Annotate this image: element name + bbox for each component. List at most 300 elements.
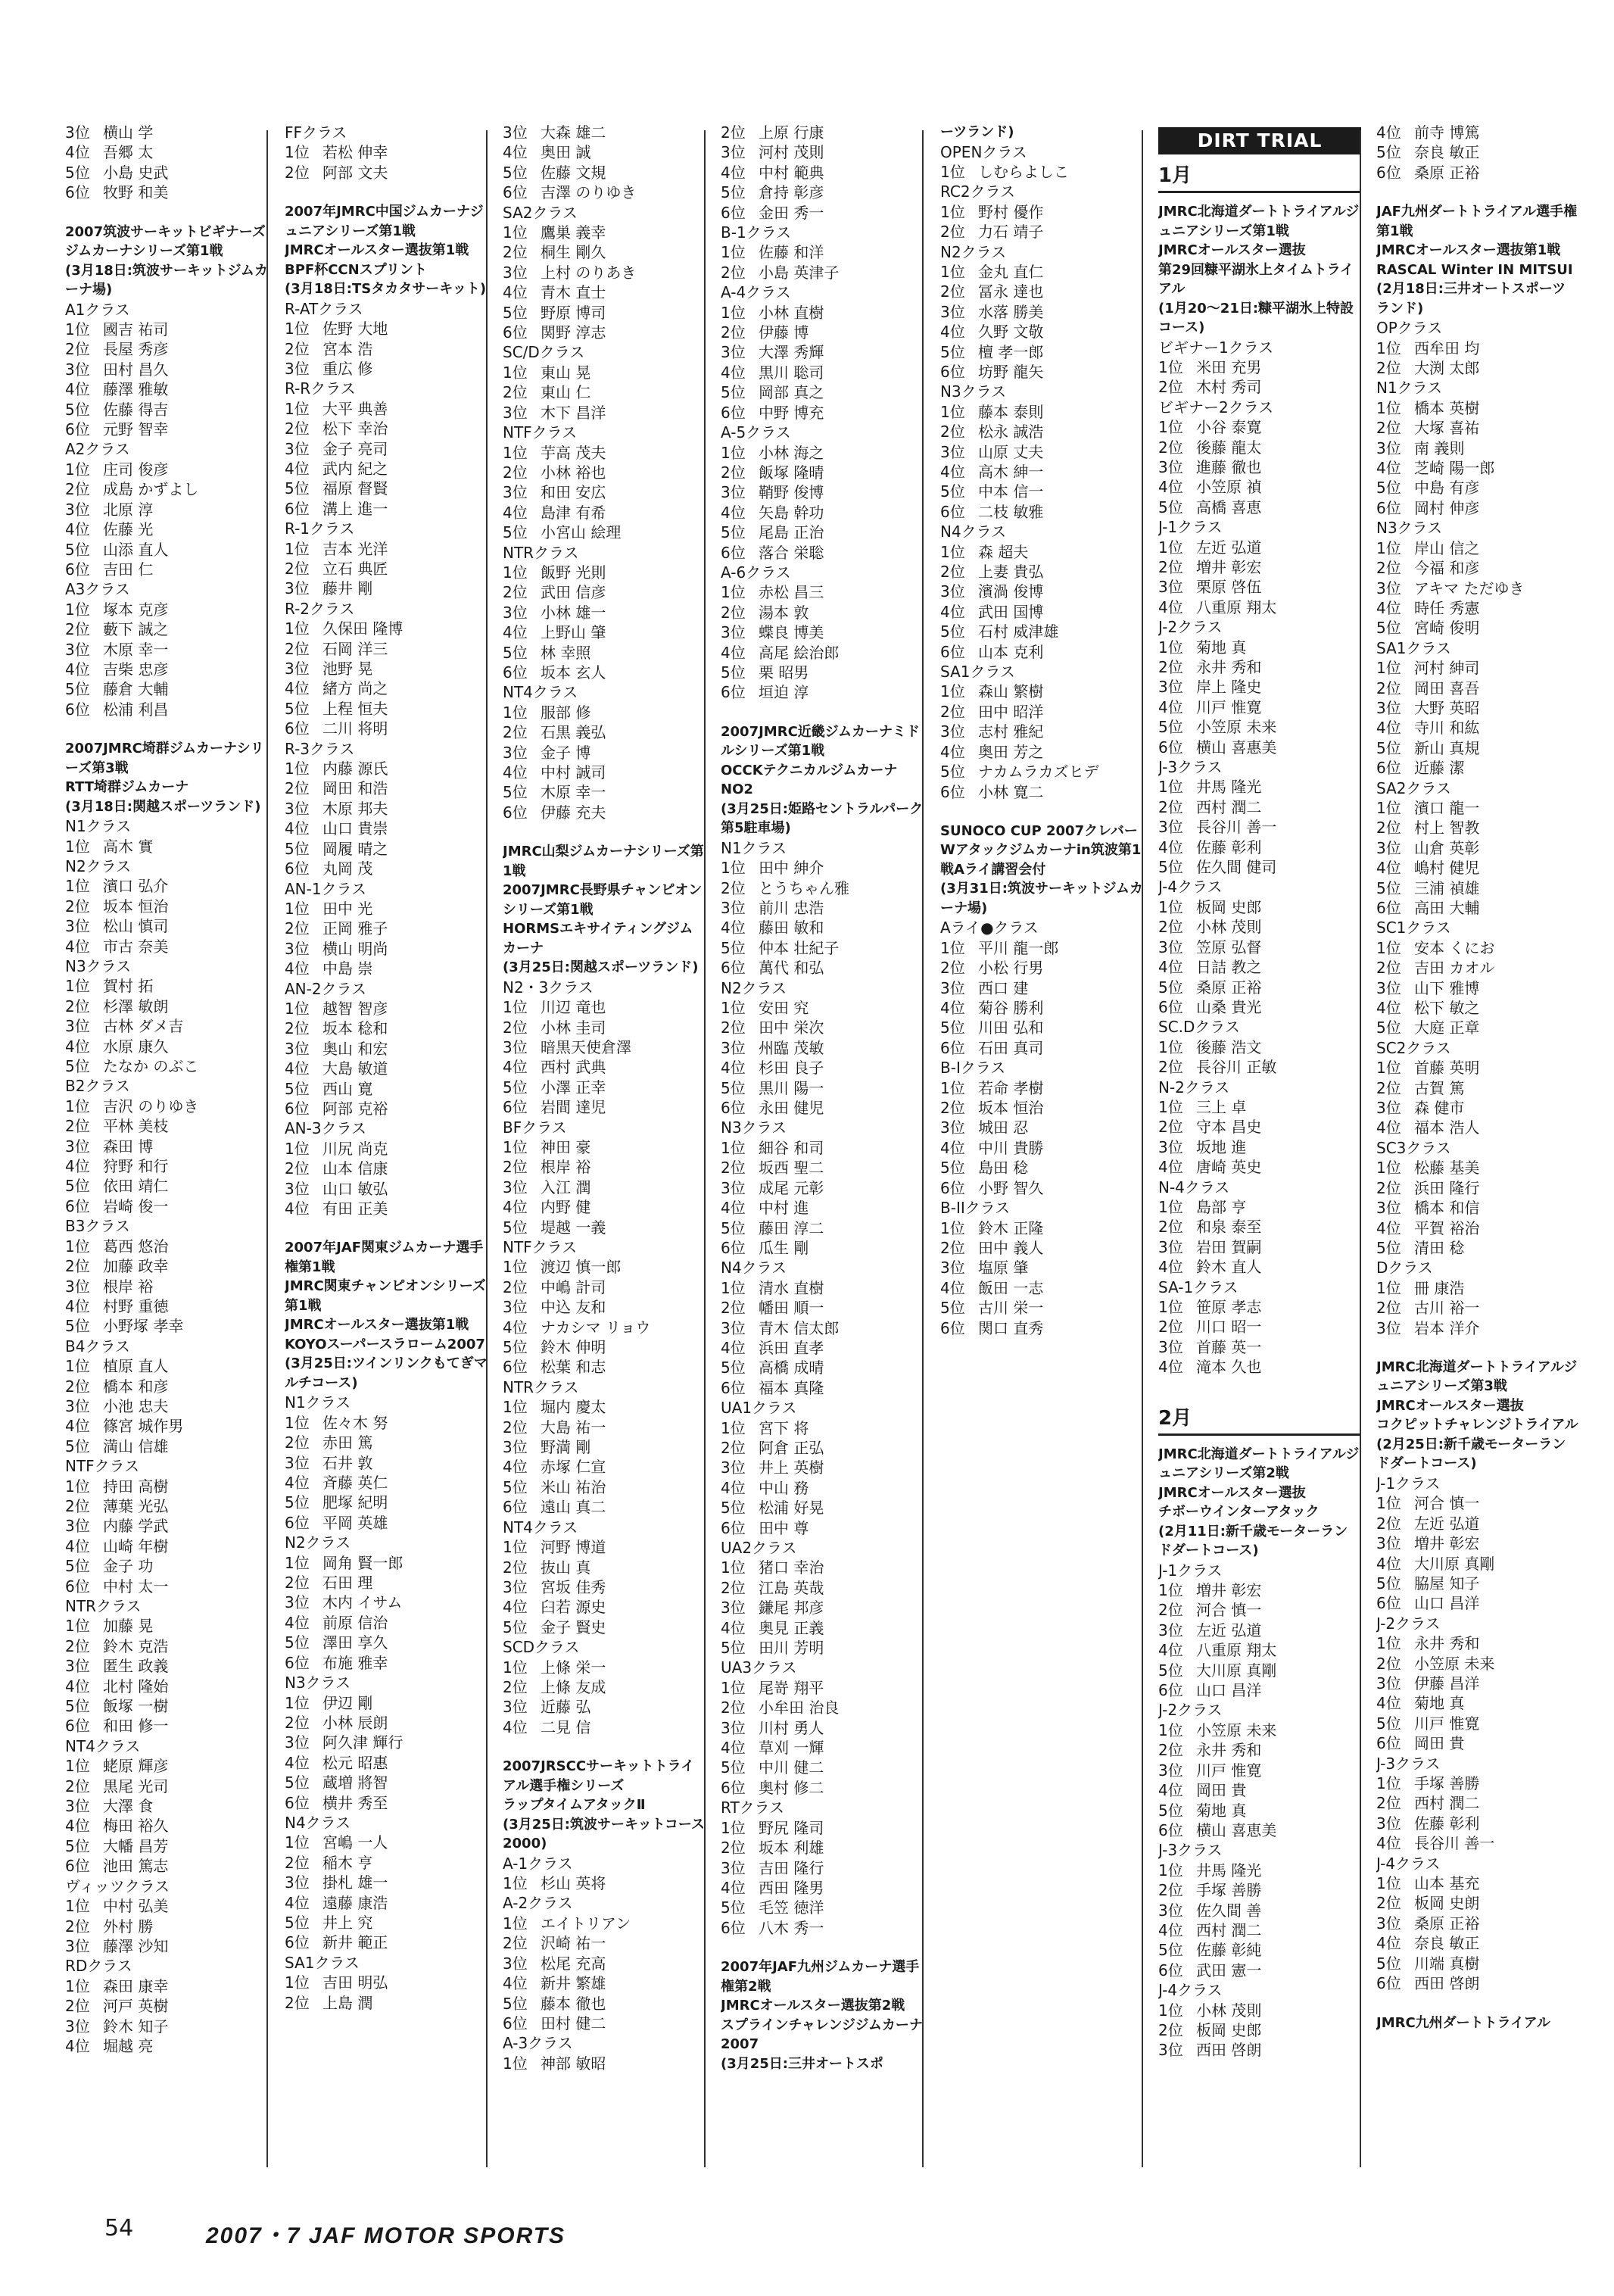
rank-label: 5位 (503, 1994, 528, 2013)
class-heading: A-6クラス (721, 563, 791, 582)
rank-label: 2位 (721, 323, 746, 342)
rank-label: 3位 (65, 123, 90, 142)
rank-label: 3位 (285, 1039, 310, 1058)
class-heading: SA-1クラス (1158, 1277, 1239, 1296)
driver-name: 中村 範典 (759, 163, 824, 182)
driver-name: 吉田 仁 (103, 560, 154, 579)
driver-name: 佐久間 善 (1196, 1901, 1262, 1920)
rank-label: 3位 (65, 1277, 90, 1296)
driver-name: 草刈 一輝 (759, 1739, 824, 1758)
driver-name: 神部 敏昭 (541, 2054, 606, 2073)
driver-name: 佐藤 彰利 (1196, 838, 1262, 856)
result-row (65, 460, 268, 479)
driver-name: 中山 務 (759, 1478, 809, 1497)
driver-name: 安田 究 (759, 999, 809, 1018)
driver-name: 大野 英昭 (1414, 698, 1480, 717)
driver-name: 木下 昌洋 (541, 403, 606, 422)
result-row (1158, 937, 1361, 957)
driver-name: 大森 雄二 (541, 123, 606, 142)
rank-label: 2位 (1158, 2020, 1183, 2039)
rank-label: 4位 (503, 283, 528, 302)
rank-label: 3位 (1158, 937, 1183, 956)
rank-label: 4位 (285, 459, 310, 478)
driver-name: 冨永 達也 (978, 282, 1044, 301)
driver-name: 越智 智彦 (322, 999, 388, 1018)
driver-name: 吉本 光洋 (322, 539, 388, 558)
driver-name: 長谷川 正敏 (1196, 1058, 1277, 1077)
result-row (1158, 1097, 1361, 1117)
rank-label: 2位 (1376, 1299, 1401, 1318)
rank-label: 4位 (1158, 1358, 1183, 1377)
driver-name: 伊藤 充夫 (541, 803, 606, 822)
rank-label: 4位 (721, 1199, 746, 1218)
rank-label: 4位 (1158, 838, 1183, 856)
driver-name: 上條 友成 (541, 1677, 606, 1696)
driver-name: 浜田 隆行 (1414, 1178, 1480, 1197)
rank-label: 1位 (940, 938, 965, 957)
driver-name: 沢崎 祐一 (541, 1934, 606, 1953)
result-row (1158, 797, 1361, 817)
result-row (285, 1853, 488, 1873)
result-row (503, 1477, 706, 1497)
result-row (285, 1473, 488, 1493)
driver-name: 島田 稔 (978, 1159, 1029, 1178)
result-row (285, 1633, 488, 1652)
rank-label: 2位 (1376, 1894, 1401, 1913)
result-row (503, 643, 706, 663)
driver-name: 武田 国博 (978, 602, 1044, 621)
driver-name: 中島 有彦 (1414, 479, 1480, 498)
result-row (721, 1238, 924, 1258)
rank-label: 2位 (1376, 359, 1401, 378)
rank-label: 1位 (1158, 638, 1183, 657)
rank-label: 5位 (721, 1499, 746, 1518)
result-row (65, 1516, 268, 1536)
result-row (285, 1019, 488, 1038)
driver-name: 蝶良 博美 (759, 623, 824, 642)
driver-name: 林 幸照 (541, 643, 591, 662)
result-row (940, 1218, 1143, 1238)
rank-label: 4位 (65, 1296, 90, 1315)
result-row (721, 1358, 924, 1377)
section-spacer (1376, 182, 1579, 202)
rank-label: 3位 (1158, 578, 1183, 597)
result-row (503, 622, 706, 642)
event-heading: (1月20〜21日:糠平湖氷上特設コース) (1158, 300, 1354, 335)
driver-name: 飯田 一志 (978, 1278, 1044, 1297)
column-divider (486, 130, 488, 2167)
driver-name: 塚本 克彦 (103, 600, 169, 619)
rank-label: 2位 (1158, 1218, 1183, 1237)
rank-label: 2位 (285, 560, 310, 578)
driver-name: 仲本 壮紀子 (759, 938, 840, 957)
result-row (65, 679, 268, 699)
result-row (1158, 1157, 1361, 1177)
driver-name: 岡部 真之 (759, 383, 824, 402)
result-row (1376, 1674, 1579, 1693)
driver-name: 岡田 貴 (1196, 1781, 1247, 1800)
driver-name: 板岡 史郎 (1196, 897, 1262, 916)
rank-label: 5位 (65, 540, 90, 559)
class-heading: UA3クラス (721, 1658, 797, 1677)
driver-name: 金子 賢史 (541, 1617, 606, 1636)
driver-name: 志村 雅紀 (978, 722, 1044, 741)
result-row (65, 700, 268, 719)
result-row (721, 1518, 924, 1538)
result-row (65, 1196, 268, 1216)
driver-name: 上島 潤 (322, 1993, 373, 2012)
result-row (1376, 458, 1579, 478)
rank-label: 4位 (503, 623, 528, 642)
result-row (1376, 858, 1579, 878)
driver-name: 坊野 龍矢 (978, 362, 1044, 381)
rank-label: 5位 (503, 1338, 528, 1357)
rank-label: 1位 (65, 1237, 90, 1256)
driver-name: 武田 憲一 (1196, 1961, 1262, 1979)
class-heading: N3クラス (285, 1674, 351, 1692)
rank-label: 1位 (940, 262, 965, 281)
rank-label: 1位 (65, 460, 90, 479)
result-row (285, 1833, 488, 1852)
rank-label: 3位 (285, 359, 310, 378)
rank-label: 6位 (65, 1857, 90, 1876)
section-spacer (721, 1938, 924, 1958)
class-heading: N4クラス (285, 1813, 351, 1832)
result-row (1376, 958, 1579, 978)
driver-name: 前寺 博篤 (1414, 123, 1480, 142)
rank-label: 4位 (721, 1338, 746, 1357)
driver-name: 佐々木 努 (322, 1413, 388, 1432)
driver-name: 木原 幸一 (541, 783, 606, 802)
result-row (940, 622, 1143, 641)
result-row (1158, 857, 1361, 877)
driver-name: 和田 安広 (541, 483, 606, 502)
driver-name: 山倉 英彰 (1414, 838, 1480, 857)
section-spacer (1376, 1338, 1579, 1358)
driver-name: 岡田 喜吾 (1414, 679, 1480, 697)
rank-label: 3位 (65, 500, 90, 519)
driver-name: 矢島 幹功 (759, 503, 824, 522)
driver-name: 岸上 隆史 (1196, 678, 1262, 697)
driver-name: 掛札 雄一 (322, 1873, 388, 1892)
result-row (503, 163, 706, 182)
result-row (721, 382, 924, 402)
rank-label: 1位 (65, 320, 90, 339)
event-heading: JMRC北海道ダートトライアルジュニアシリーズ第3戦 (1376, 1359, 1578, 1395)
result-row (65, 937, 268, 956)
result-row (721, 582, 924, 602)
rank-label: 5位 (503, 1218, 528, 1237)
result-row (503, 443, 706, 463)
result-row (721, 142, 924, 162)
event-heading: JMRCオールスター選抜第2戦 (721, 1998, 905, 2014)
driver-name: 増井 彰宏 (1414, 1534, 1480, 1553)
result-row (1376, 1018, 1579, 1037)
result-row (503, 1178, 706, 1197)
result-row (285, 659, 488, 679)
driver-name: 和田 修一 (103, 1717, 169, 1736)
driver-name: 赤塚 仁宣 (541, 1458, 606, 1477)
driver-name: 小林 茂則 (1196, 918, 1262, 937)
driver-name: 川口 昭一 (1196, 1318, 1262, 1337)
rank-label: 4位 (721, 503, 746, 522)
rank-label: 2位 (285, 339, 310, 358)
driver-name: 池田 篤志 (103, 1857, 169, 1876)
rank-label: 3位 (503, 1178, 528, 1196)
result-row (940, 562, 1143, 582)
rank-label: 5位 (285, 1493, 310, 1512)
result-row (1158, 2020, 1361, 2040)
rank-label: 6位 (285, 719, 310, 738)
driver-name: 首藤 英明 (1414, 1059, 1480, 1078)
event-heading: JMRC関東チャンピオンシリーズ第1戦 (285, 1278, 486, 1314)
rank-label: 6位 (65, 420, 90, 439)
driver-name: 緒方 尚之 (322, 679, 388, 698)
result-row (1158, 1117, 1361, 1137)
rank-label: 5位 (285, 1633, 310, 1652)
rank-label: 2位 (285, 1993, 310, 2012)
class-heading: J-2クラス (1158, 1701, 1223, 1720)
rank-label: 2位 (65, 1997, 90, 2016)
rank-label: 2位 (503, 1418, 528, 1437)
driver-name: 長谷川 善一 (1196, 818, 1277, 837)
driver-name: 二枝 敏雅 (978, 502, 1044, 521)
result-row (1376, 1278, 1579, 1298)
rank-label: 2位 (1158, 1741, 1183, 1760)
result-row (65, 163, 268, 182)
rank-label: 4位 (1158, 1258, 1183, 1277)
driver-name: 有田 正美 (322, 1199, 388, 1218)
driver-name: 田中 光 (322, 899, 373, 918)
rank-label: 5位 (1376, 143, 1401, 162)
result-row (1158, 1217, 1361, 1237)
result-row (1376, 1058, 1579, 1078)
driver-name: 小笠原 未来 (1414, 1654, 1495, 1673)
result-row (1376, 558, 1579, 578)
rank-label: 3位 (503, 1577, 528, 1596)
driver-name: たなか のぶこ (103, 1057, 199, 1076)
result-row (65, 660, 268, 679)
driver-name: 宮嶋 一人 (322, 1833, 388, 1852)
rank-label: 1位 (940, 1078, 965, 1097)
result-row (940, 302, 1143, 322)
rank-label: 5位 (940, 622, 965, 641)
rank-label: 4位 (1376, 1118, 1401, 1137)
result-row (285, 399, 488, 419)
driver-name: 斉藤 英仁 (322, 1474, 388, 1493)
result-row (940, 1318, 1143, 1338)
result-row (503, 1933, 706, 1953)
rank-label: 3位 (285, 1873, 310, 1892)
driver-name: 田村 健二 (541, 2014, 606, 2032)
driver-name: 八重原 翔太 (1196, 597, 1277, 616)
result-row (721, 1638, 924, 1658)
result-row (721, 938, 924, 958)
driver-name: 大渕 太郎 (1414, 359, 1480, 378)
rank-label: 6位 (65, 560, 90, 579)
result-row (65, 897, 268, 916)
rank-label: 4位 (940, 742, 965, 761)
driver-name: 西村 潤二 (1196, 797, 1262, 816)
rank-label: 5位 (721, 383, 746, 402)
result-row (285, 579, 488, 598)
rank-label: 5位 (285, 1079, 310, 1098)
result-row (1158, 1880, 1361, 1900)
rank-label: 5位 (721, 1359, 746, 1377)
rank-label: 6位 (285, 1513, 310, 1532)
rank-label: 4位 (503, 143, 528, 162)
result-row (503, 1457, 706, 1477)
result-row (1376, 838, 1579, 858)
result-row (721, 482, 924, 502)
event-heading: (3月18日:筑波サーキットジムカーナ場) (65, 262, 268, 298)
driver-name: 関口 直秀 (978, 1318, 1044, 1337)
result-row (1158, 917, 1361, 937)
result-row (721, 958, 924, 978)
rank-label: 2位 (721, 1839, 746, 1858)
rank-label: 3位 (65, 360, 90, 379)
rank-label: 3位 (721, 1458, 746, 1477)
driver-name: 平賀 裕治 (1414, 1218, 1480, 1237)
result-row (940, 502, 1143, 522)
driver-name: 庄司 俊彦 (103, 460, 169, 479)
rank-label: 5位 (503, 783, 528, 802)
column-divider (266, 130, 268, 2167)
section-spacer (721, 703, 924, 722)
section-spacer (65, 719, 268, 739)
rank-label: 5位 (503, 1477, 528, 1496)
rank-label: 1位 (1158, 897, 1183, 916)
driver-name: 山口 昌洋 (1196, 1681, 1262, 1700)
rank-label: 4位 (65, 1536, 90, 1555)
result-row (65, 876, 268, 896)
result-row (1376, 142, 1579, 162)
result-row (721, 1858, 924, 1878)
class-heading: N3クラス (65, 957, 132, 975)
result-row (1158, 477, 1361, 497)
rank-label: 4位 (1376, 719, 1401, 738)
driver-name: 州臨 茂敏 (759, 1038, 824, 1057)
result-row (503, 1097, 706, 1117)
driver-name: 小笠原 禎 (1196, 478, 1262, 497)
rank-label: 6位 (721, 1918, 746, 1937)
class-heading: B2クラス (65, 1077, 130, 1096)
driver-name: 堀内 慶太 (541, 1398, 606, 1417)
result-row (721, 603, 924, 622)
event-heading: (3月25日:筑波サーキットコース2000) (503, 1816, 706, 1852)
rank-label: 2位 (1376, 819, 1401, 838)
result-row (1158, 357, 1361, 377)
result-row (940, 682, 1143, 701)
result-row (503, 603, 706, 622)
rank-label: 6位 (285, 1933, 310, 1952)
rank-label: 5位 (1376, 1574, 1401, 1593)
driver-name: 山崎 年樹 (103, 1536, 169, 1555)
driver-name: 黒川 聡司 (759, 363, 824, 382)
result-row (940, 202, 1143, 222)
rank-label: 5位 (1158, 978, 1183, 997)
driver-name: 小野 智久 (978, 1178, 1044, 1197)
driver-name: 岩本 洋介 (1414, 1318, 1480, 1337)
event-heading: JMRCオールスター選抜 (1376, 1397, 1524, 1414)
rank-label: 6位 (503, 1098, 528, 1117)
driver-name: 飯塚 隆晴 (759, 463, 824, 482)
section-spacer (940, 802, 1143, 822)
driver-name: 河村 紳司 (1414, 659, 1480, 678)
result-row (65, 1616, 268, 1636)
result-row (503, 1717, 706, 1737)
rank-label: 2位 (721, 463, 746, 482)
driver-name: 村野 重徳 (103, 1296, 169, 1315)
result-row (65, 519, 268, 539)
driver-name: 山下 雅博 (1414, 978, 1480, 997)
result-row (503, 582, 706, 602)
result-row (65, 1356, 268, 1376)
rank-label: 6位 (1376, 759, 1401, 778)
result-row (721, 443, 924, 463)
driver-name: 福本 真隆 (759, 1378, 824, 1397)
result-row (940, 442, 1143, 462)
driver-name: 奈良 敏正 (1414, 1934, 1480, 1953)
driver-name: 藤井 剛 (322, 579, 373, 598)
rank-label: 2位 (285, 1853, 310, 1872)
class-heading: SA2クラス (1376, 778, 1451, 797)
class-heading: SC2クラス (1376, 1038, 1451, 1057)
driver-name: 栗 昭男 (759, 663, 809, 682)
result-row (503, 1697, 706, 1717)
rank-label: 4位 (503, 1717, 528, 1736)
driver-name: 上妻 貴弘 (978, 563, 1044, 582)
result-row (1158, 817, 1361, 837)
rank-label: 4位 (285, 1059, 310, 1078)
event-heading: BPF杯CCNスプリント (285, 261, 427, 278)
rank-label: 3位 (503, 1954, 528, 1973)
result-row (940, 262, 1143, 282)
rank-label: 3位 (1158, 1337, 1183, 1356)
result-row (1376, 998, 1579, 1018)
result-row (721, 1818, 924, 1838)
rank-label: 5位 (721, 938, 746, 957)
driver-name: 松下 敏之 (1414, 999, 1480, 1018)
rank-label: 1位 (285, 999, 310, 1018)
driver-name: 薄葉 光弘 (103, 1496, 169, 1515)
result-row (65, 1396, 268, 1416)
rank-label: 1位 (940, 402, 965, 421)
driver-name: 金子 功 (103, 1557, 154, 1576)
section-spacer (285, 1218, 488, 1238)
rank-label: 2位 (285, 1019, 310, 1038)
result-row (503, 1277, 706, 1297)
driver-name: 濱口 弘介 (103, 877, 169, 896)
driver-name: 植原 直人 (103, 1357, 169, 1376)
rank-label: 3位 (65, 2017, 90, 2036)
rank-label: 2位 (940, 423, 965, 441)
driver-name: 細谷 和司 (759, 1138, 824, 1157)
rank-label: 5位 (940, 1019, 965, 1037)
result-row (721, 1898, 924, 1917)
result-row (721, 1718, 924, 1738)
result-row (1158, 1920, 1361, 1940)
driver-name: 島津 有希 (541, 503, 606, 522)
result-row (940, 722, 1143, 741)
result-row (285, 163, 488, 182)
rank-label: 6位 (1376, 498, 1401, 517)
event-heading: (2月18日:三井オートスポーツランド) (1376, 281, 1566, 317)
driver-name: 佐藤 和洋 (759, 243, 824, 262)
rank-label: 4位 (503, 1974, 528, 1993)
driver-name: 松元 昭惠 (322, 1753, 388, 1772)
driver-name: 進藤 徹也 (1196, 457, 1262, 476)
